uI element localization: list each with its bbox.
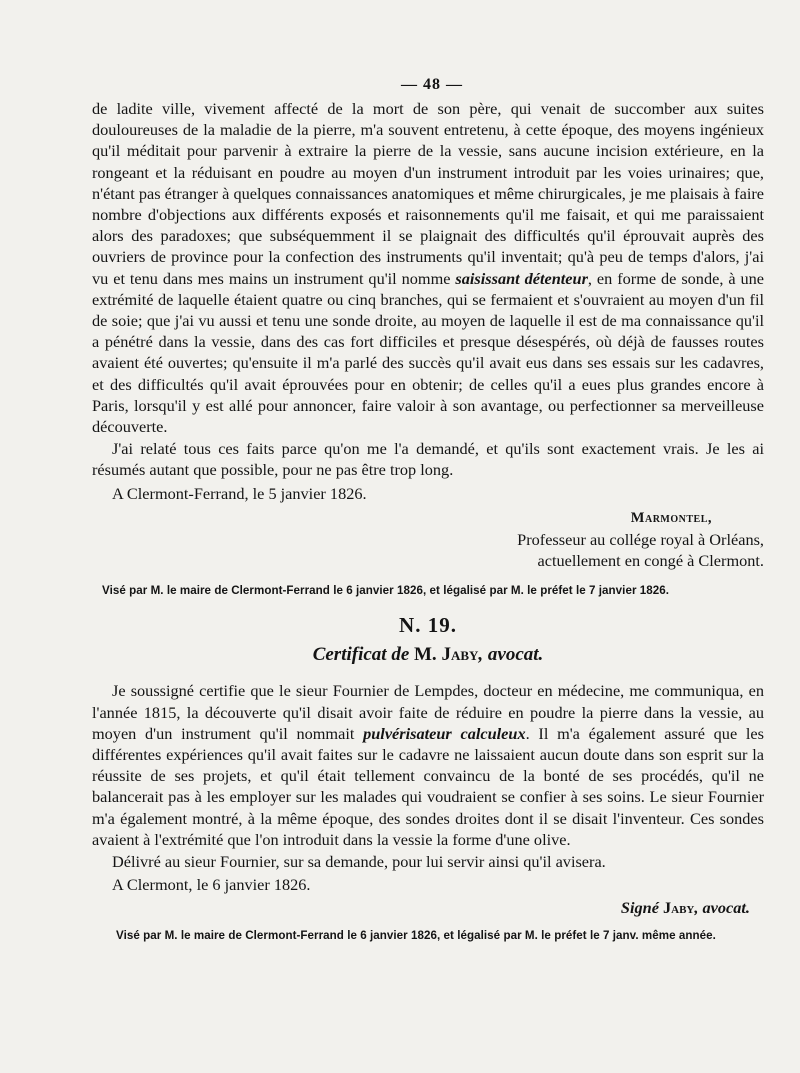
letter-paragraph-2: J'ai relaté tous ces faits parce qu'on me l'a demandé, et qu'ils sont exactement vrais. Je les ai résumés autant que possible, pour ne pas être trop long. <box>92 439 764 480</box>
certificate-place-date: A Clermont, le 6 janvier 1826. <box>112 875 311 895</box>
certificate-heading-prefix: Certificat de <box>312 644 410 666</box>
page-number: — 48 — <box>401 76 463 93</box>
signature-name: Marmontel, <box>630 509 712 526</box>
certificate-signe-prefix: Signé <box>620 897 659 917</box>
certificate-number: N. 19. <box>399 613 457 638</box>
certificate-heading <box>92 644 764 666</box>
certificate-signature <box>92 898 750 918</box>
letter-vise-note: Visé par M. le maire de Clermont-Ferrand le 6 janvier 1826, et légalisé par M. le préfet le 7 janvier 1826. <box>102 584 670 598</box>
instrument-name-pulverisateur: pulvérisateur calculeux <box>363 723 526 743</box>
instrument-name-saisissant: saisissant détenteur <box>455 268 588 288</box>
signature-title: Professeur au collége royal à Orléans, <box>517 530 764 550</box>
certificate-vise-note: Visé par M. le maire de Clermont-Ferrand le 6 janvier 1826, et légalisé par M. le préfet le 7 janv. même année. <box>116 928 716 942</box>
signature-status: actuellement en congé à Clermont. <box>537 551 764 571</box>
letter-signature <box>92 508 764 572</box>
certificate-paragraph-1-end: . Il m'a également assuré que les différentes expériences qu'il avait faites sur le cadavre ne laissaient aucun doute dans son esprit sur la réussite de ses projets, et qu'il était tellement convaincu de la bonté de ses procédés, qu'il ne balancerait pas à les employer sur les malades qui voudraient se confier à ses soins. Le sieur Fournier m'a également montré, à la même époque, des sondes droites dont il se disait l'inventeur. Ces sondes avaient à l'extrémité que l'on introduit dans la vessie la forme d'une olive. <box>92 723 764 849</box>
letter-place-date: A Clermont-Ferrand, le 5 janvier 1826. <box>112 483 367 503</box>
certificate-paragraph-1 <box>92 680 764 850</box>
certificate-signe-name: Jaby <box>663 897 695 917</box>
letter-paragraph-1-start: de ladite ville, vivement affecté de la mort de son père, qui venait de succomber aux suites douloureuses de la maladie de la pierre, m'a souvent entretenu, à cette époque, des moyens ingénieux qu'il méditait pour parvenir à extraire la pierre de la vessie, sans aucune incision extérieure, en la rongeant et la réduisant en poudre au moyen d'un instrument introduit par les voies urinaires; que, n'étant pas étranger à quelques connaissances anatomiques et même chirurgicales, je me plaisais à faire nombre d'objections aux différents exposés et raisonnements qu'il me faisait, et qui me paraissaient alors des paradoxes; que subséquemment il se plaignait des difficultés qu'il éprouvait auprès des ouvriers de province pour la confection des instruments qu'il inventait; qu'à peu de temps d'alors, j'ai vu et tenu dans mes mains un instrument qu'il nomme <box>92 99 764 288</box>
certificate-heading-m: M. <box>414 644 437 666</box>
certificate-paragraph-2: Délivré au sieur Fournier, sur sa demande, pour lui servir ainsi qu'il avisera. <box>112 852 606 872</box>
certificate-heading-name: Jaby <box>441 644 479 666</box>
certificate-heading-suffix: , avocat. <box>478 644 544 666</box>
letter-paragraph-1-end: , en forme de sonde, à une extrémité de laquelle étaient quatre ou cinq branches, qui se fermaient et s'ouvraient au moyen d'un fil de soie; que j'ai vu aussi et tenu une sonde droite, au moyen de laquelle il est de ma connaissance qu'il a pénétré dans la vessie, dans des cas fort difficiles et presque désespérés, où déjà de fausses routes avaient été ouvertes; qu'ensuite il m'a parlé des succès qu'il avait eus dans ses essais sur les cadavres, et des difficultés qu'il avait éprouvées pour en obtenir; de celles qu'il a eues plus grandes encore à Paris, lorsqu'il y est allé pour annoncer, faire valoir à son avantage, ou perfectionner sa merveilleuse découverte. <box>92 268 764 437</box>
letter-paragraph-1 <box>92 98 764 437</box>
certificate-signe-suffix: , avocat. <box>694 897 750 917</box>
certificate-paragraph-1-start: Je soussigné certifie que le sieur Fournier de Lempdes, docteur en médecine, me communiqua, en l'année 1815, la découverte qu'il disait avoir faite de réduire en poudre la pierre dans la vessie, au moyen d'un instrument qu'il nommait <box>92 681 764 743</box>
